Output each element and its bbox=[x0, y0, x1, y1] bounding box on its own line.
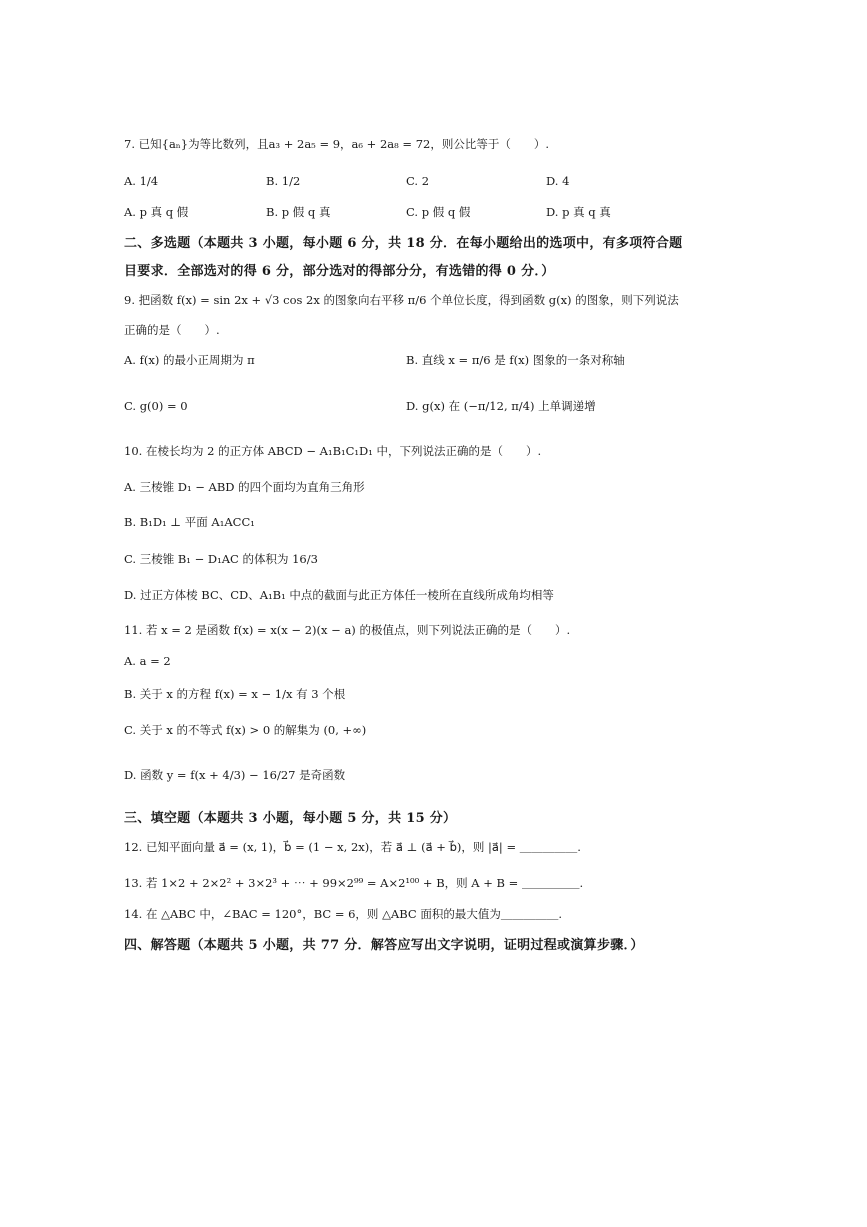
q9-option-d: D. g(x) 在 (−π/12, π/4) 上单调递增 bbox=[406, 399, 596, 413]
q10-option-d: D. 过正方体棱 BC、CD、A₁B₁ 中点的截面与此正方体任一棱所在直线所成角均相等 bbox=[124, 588, 554, 602]
q9-option-c: C. g(0) = 0 bbox=[124, 399, 188, 413]
q8-option-d: D. p 真 q 真 bbox=[546, 205, 611, 219]
q8-option-c: C. p 假 q 假 bbox=[406, 205, 471, 219]
q10-option-c: C. 三棱锥 B₁ − D₁AC 的体积为 16/3 bbox=[124, 552, 318, 566]
q7-stem: 7. 已知{aₙ}为等比数列，且a₃ + 2a₅ = 9，a₆ + 2a₈ = 72，则公比等于（ ）. bbox=[124, 137, 549, 151]
q12-text: 12. 已知平面向量 a⃗ = (x, 1)，b⃗ = (1 − x, 2x)，若 a⃗ ⊥ (a⃗ + b⃗)，则 |a⃗| = ＿＿＿＿＿. bbox=[124, 840, 581, 854]
q11-stem: 11. 若 x = 2 是函数 f(x) = x(x − 2)(x − a) 的极值点，则下列说法正确的是（ ）. bbox=[124, 623, 571, 637]
section-4-heading: 四、解答题（本题共 5 小题，共 77 分．解答应写出文字说明，证明过程或演算步骤．） bbox=[124, 938, 644, 953]
q9-option-a: A. f(x) 的最小正周期为 π bbox=[124, 353, 255, 367]
q7-option-d: D. 4 bbox=[546, 174, 570, 188]
q9-stem-line1: 9. 把函数 f(x) = sin 2x + √3 cos 2x 的图象向右平移 π/6 个单位长度，得到函数 g(x) 的图象，则下列说法 bbox=[124, 293, 679, 307]
section-2-heading-line1: 二、多选题（本题共 3 小题，每小题 6 分，共 18 分．在每小题给出的选项中，有多项符合题 bbox=[124, 236, 683, 251]
q14-text: 14. 在 △ABC 中，∠BAC = 120°，BC = 6，则 △ABC 面积的最大值为＿＿＿＿＿. bbox=[124, 907, 563, 921]
q10-option-b: B. B₁D₁ ⊥ 平面 A₁ACC₁ bbox=[124, 515, 255, 529]
q9-option-b: B. 直线 x = π/6 是 f(x) 图象的一条对称轴 bbox=[406, 353, 625, 367]
q11-option-b: B. 关于 x 的方程 f(x) = x − 1/x 有 3 个根 bbox=[124, 687, 346, 701]
q8-option-a: A. p 真 q 假 bbox=[124, 205, 189, 219]
q13-text: 13. 若 1×2 + 2×2² + 3×2³ + ⋯ + 99×2⁹⁹ = A×2¹⁰⁰ + B，则 A + B = ＿＿＿＿＿. bbox=[124, 876, 584, 890]
q10-stem: 10. 在棱长均为 2 的正方体 ABCD − A₁B₁C₁D₁ 中，下列说法正确的是（ ）. bbox=[124, 444, 542, 458]
section-2-heading-line2: 目要求．全部选对的得 6 分，部分选对的得部分分，有选错的得 0 分．） bbox=[124, 264, 555, 279]
q8-option-b: B. p 假 q 真 bbox=[266, 205, 331, 219]
q11-option-a: A. a = 2 bbox=[124, 654, 171, 668]
q7-option-a: A. 1/4 bbox=[124, 174, 159, 188]
q11-option-d: D. 函数 y = f(x + 4/3) − 16/27 是奇函数 bbox=[124, 768, 346, 782]
q11-option-c: C. 关于 x 的不等式 f(x) > 0 的解集为 (0, +∞) bbox=[124, 723, 367, 737]
q10-option-a: A. 三棱锥 D₁ − ABD 的四个面均为直角三角形 bbox=[124, 480, 365, 494]
section-3-heading: 三、填空题（本题共 3 小题，每小题 5 分，共 15 分） bbox=[124, 811, 457, 826]
q9-stem-line2: 正确的是（ ）. bbox=[124, 323, 220, 337]
q7-option-c: C. 2 bbox=[406, 174, 430, 188]
q7-option-b: B. 1/2 bbox=[266, 174, 301, 188]
